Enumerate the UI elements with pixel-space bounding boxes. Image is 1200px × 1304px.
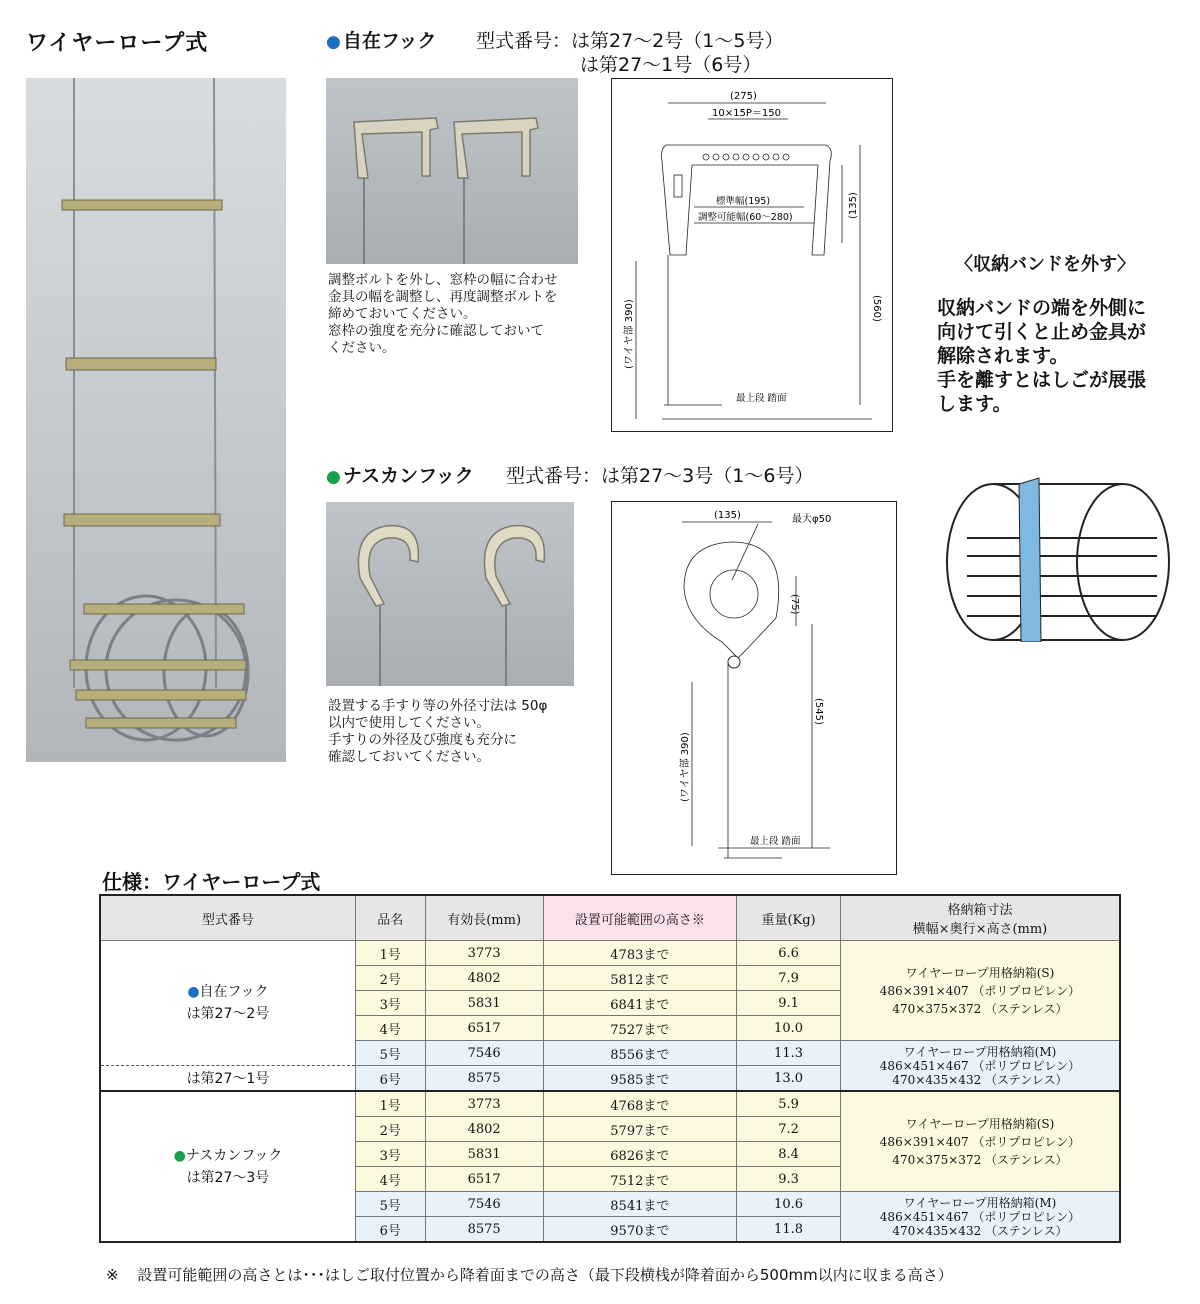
- cell-height: 4768まで: [543, 1091, 737, 1117]
- hook1-photo: [326, 78, 578, 264]
- band-text-line: 解除されます。: [937, 345, 1069, 367]
- group1-name: 自在フック: [199, 984, 269, 1000]
- col-name: 品名: [355, 895, 425, 941]
- cell-name: 5号: [355, 1041, 425, 1066]
- dim-height: (560): [871, 295, 882, 322]
- box-pp: 486×451×467 （ポリプロピレン）: [879, 1209, 1081, 1224]
- snap-hook-illustration: [326, 502, 574, 686]
- band-title: 〈収納バンドを外す〉: [955, 254, 1135, 275]
- dim-width-total: (275): [730, 91, 757, 102]
- dim-adj-width: 調整可能幅(60～280): [698, 212, 793, 223]
- cell-weight: 11.8: [737, 1217, 841, 1243]
- dim-step: 最上段 踏面: [736, 393, 787, 404]
- hook1-note-line: ください。: [328, 340, 396, 356]
- cell-name: 1号: [355, 941, 425, 966]
- cell-height: 9585まで: [543, 1066, 737, 1092]
- green-dot-icon: ●: [326, 467, 341, 487]
- box-s-cell: [840, 941, 1120, 1041]
- cell-weight: 9.3: [737, 1167, 841, 1192]
- band-text: [937, 296, 1187, 416]
- hook2-photo: [326, 502, 574, 686]
- band-text-line: 収納バンドの端を外側に: [937, 297, 1147, 319]
- adjustable-hook-illustration: [326, 78, 578, 264]
- footnote: [106, 1264, 953, 1285]
- cell-weight: 5.9: [737, 1091, 841, 1117]
- col-box-title: 格納箱寸法: [947, 903, 1013, 918]
- blue-dot-icon: ●: [326, 32, 341, 52]
- col-height: 設置可能範囲の高さ※: [543, 895, 737, 941]
- cell-weight: 10.0: [737, 1016, 841, 1041]
- col-weight: 重量(Kg): [737, 895, 841, 941]
- cell-length: 6517: [425, 1016, 543, 1041]
- box-pp: 486×451×467 （ポリプロピレン）: [879, 1058, 1081, 1073]
- col-box-sub: 横幅×奥行×高さ(mm): [912, 922, 1048, 937]
- cell-weight: 13.0: [737, 1066, 841, 1092]
- table-row: [100, 1091, 1120, 1117]
- cell-weight: 6.6: [737, 941, 841, 966]
- storage-band-icon: [937, 428, 1183, 642]
- cell-name: 6号: [355, 1066, 425, 1092]
- cell-length: 7546: [425, 1041, 543, 1066]
- hook2-name: ナスカンフック: [342, 465, 474, 487]
- box-ss: 470×375×372 （ステンレス）: [892, 1001, 1068, 1016]
- band-text-line: 向けて引くと止め金具が: [937, 321, 1147, 343]
- band-text-line: 手を離すとはしごが展張: [937, 369, 1147, 391]
- spec-table: [99, 894, 1121, 1243]
- dim-wire: (ワイヤ部 390): [624, 299, 635, 369]
- hook2-model: 型式番号：は第27～3号（1～6号）: [506, 465, 814, 487]
- box-ss: 470×375×372 （ステンレス）: [892, 1152, 1068, 1167]
- band-text-line: します。: [937, 393, 1012, 415]
- group1-model-b: は第27～1号: [100, 1066, 355, 1092]
- dim-wire: (ワイヤ部 390): [680, 732, 691, 802]
- cell-length: 8575: [425, 1066, 543, 1092]
- cell-length: 6517: [425, 1167, 543, 1192]
- cell-length: 4802: [425, 1117, 543, 1142]
- dim-pitch: 10×15P＝150: [712, 108, 781, 119]
- box-m-cell: [840, 1041, 1120, 1092]
- hook2-drawing: [611, 501, 897, 875]
- box-title: ワイヤーロープ用格納箱(S): [905, 1116, 1055, 1131]
- cell-name: 4号: [355, 1167, 425, 1192]
- cell-length: 4802: [425, 966, 543, 991]
- hook1-note-line: 調整ボルトを外し、窓枠の幅に合わせ: [328, 272, 558, 288]
- cell-name: 2号: [355, 1117, 425, 1142]
- hook1-drawing: [611, 78, 893, 432]
- cell-weight: 7.9: [737, 966, 841, 991]
- cell-length: 7546: [425, 1192, 543, 1217]
- box-ss: 470×435×432 （ステンレス）: [892, 1072, 1068, 1087]
- cell-weight: 8.4: [737, 1142, 841, 1167]
- box-m-cell: [840, 1192, 1120, 1243]
- cell-height: 8541まで: [543, 1192, 737, 1217]
- hook1-dimension-drawing: [612, 79, 892, 431]
- cell-length: 3773: [425, 1091, 543, 1117]
- cell-height: 8556まで: [543, 1041, 737, 1066]
- hook1-note-line: 窓枠の強度を充分に確認しておいて: [328, 323, 544, 339]
- box-s-cell: [840, 1091, 1120, 1192]
- group2-cell: [100, 1091, 355, 1242]
- col-model: 型式番号: [100, 895, 355, 941]
- cell-name: 4号: [355, 1016, 425, 1041]
- cell-height: 5797まで: [543, 1117, 737, 1142]
- cell-weight: 11.3: [737, 1041, 841, 1066]
- cell-height: 7527まで: [543, 1016, 737, 1041]
- table-header-row: [100, 895, 1120, 941]
- cell-weight: 7.2: [737, 1117, 841, 1142]
- band-illustration: [937, 428, 1183, 642]
- cell-name: 3号: [355, 991, 425, 1016]
- hook2-note: [328, 698, 588, 766]
- spec-title: 仕様：ワイヤーロープ式: [102, 870, 321, 894]
- footnote-text: 設置可能範囲の高さとは･･･はしご取付位置から降着面までの高さ（最下段横桟が降着面から500mm以内に収まる高さ）: [137, 1266, 953, 1284]
- box-title: ワイヤーロープ用格納箱(S): [905, 965, 1055, 980]
- hook1-note-line: 金具の幅を調整し、再度調整ボルトを: [328, 289, 558, 305]
- box-pp: 486×391×407 （ポリプロピレン）: [879, 983, 1081, 998]
- cell-height: 5812まで: [543, 966, 737, 991]
- cell-weight: 9.1: [737, 991, 841, 1016]
- hook1-note-line: 締めておいてください。: [328, 306, 477, 322]
- cell-height: 9570まで: [543, 1217, 737, 1243]
- hook2-header: [326, 461, 474, 488]
- cell-length: 3773: [425, 941, 543, 966]
- box-title: ワイヤーロープ用格納箱(M): [903, 1044, 1057, 1059]
- group1-model: は第27～2号: [186, 1006, 270, 1022]
- hook1-model: 型式番号：は第27～2号（1～5号）: [476, 30, 784, 52]
- dim-max-dia: 最大φ50: [792, 514, 832, 525]
- page-title: ワイヤーロープ式: [26, 31, 209, 56]
- cell-weight: 10.6: [737, 1192, 841, 1217]
- ladder-illustration: [26, 78, 286, 762]
- box-ss: 470×435×432 （ステンレス）: [892, 1223, 1068, 1238]
- hook2-note-line: 手すりの外径及び強度も充分に: [328, 732, 517, 748]
- dim-step: 最上段 踏面: [750, 836, 801, 847]
- cell-height: 7512まで: [543, 1167, 737, 1192]
- group2-model: は第27～3号: [186, 1169, 270, 1186]
- col-length: 有効長(mm): [425, 895, 543, 941]
- col-box: [840, 895, 1120, 941]
- box-pp: 486×391×407 （ポリプロピレン）: [879, 1134, 1081, 1149]
- cell-height: 4783まで: [543, 941, 737, 966]
- dim-width-total: (135): [714, 510, 741, 521]
- footnote-mark: ※: [106, 1266, 119, 1284]
- dim-std-width: 標準幅(195): [716, 196, 771, 207]
- table-row: [100, 941, 1120, 966]
- hook2-note-line: 確認しておいてください。: [328, 749, 490, 765]
- cell-name: 5号: [355, 1192, 425, 1217]
- cell-name: 2号: [355, 966, 425, 991]
- cell-height: 6841まで: [543, 991, 737, 1016]
- hook1-name: 自在フック: [342, 30, 437, 52]
- cell-length: 5831: [425, 991, 543, 1016]
- dim-height: (545): [813, 698, 824, 725]
- cell-name: 3号: [355, 1142, 425, 1167]
- ladder-photo: [26, 78, 286, 762]
- hook2-note-line: 以内で使用してください。: [328, 715, 490, 731]
- group2-name: ナスカンフック: [185, 1147, 283, 1164]
- cell-name: 6号: [355, 1217, 425, 1243]
- hook2-note-line: 設置する手すり等の外径寸法は 50φ: [328, 698, 548, 714]
- dim-depth: (135): [848, 192, 859, 219]
- box-title: ワイヤーロープ用格納箱(M): [903, 1195, 1057, 1210]
- hook1-header: [326, 26, 437, 53]
- hook2-dimension-drawing: [612, 502, 896, 874]
- cell-length: 5831: [425, 1142, 543, 1167]
- dim-opening: (75): [789, 594, 800, 615]
- hook1-model-2: は第27～1号（6号）: [580, 54, 762, 76]
- hook1-note: [328, 272, 588, 357]
- cell-length: 8575: [425, 1217, 543, 1243]
- blue-dot-icon: ●: [187, 984, 200, 1000]
- green-dot-icon: ●: [173, 1147, 186, 1164]
- cell-height: 6826まで: [543, 1142, 737, 1167]
- group1-cell: [100, 941, 355, 1066]
- cell-name: 1号: [355, 1091, 425, 1117]
